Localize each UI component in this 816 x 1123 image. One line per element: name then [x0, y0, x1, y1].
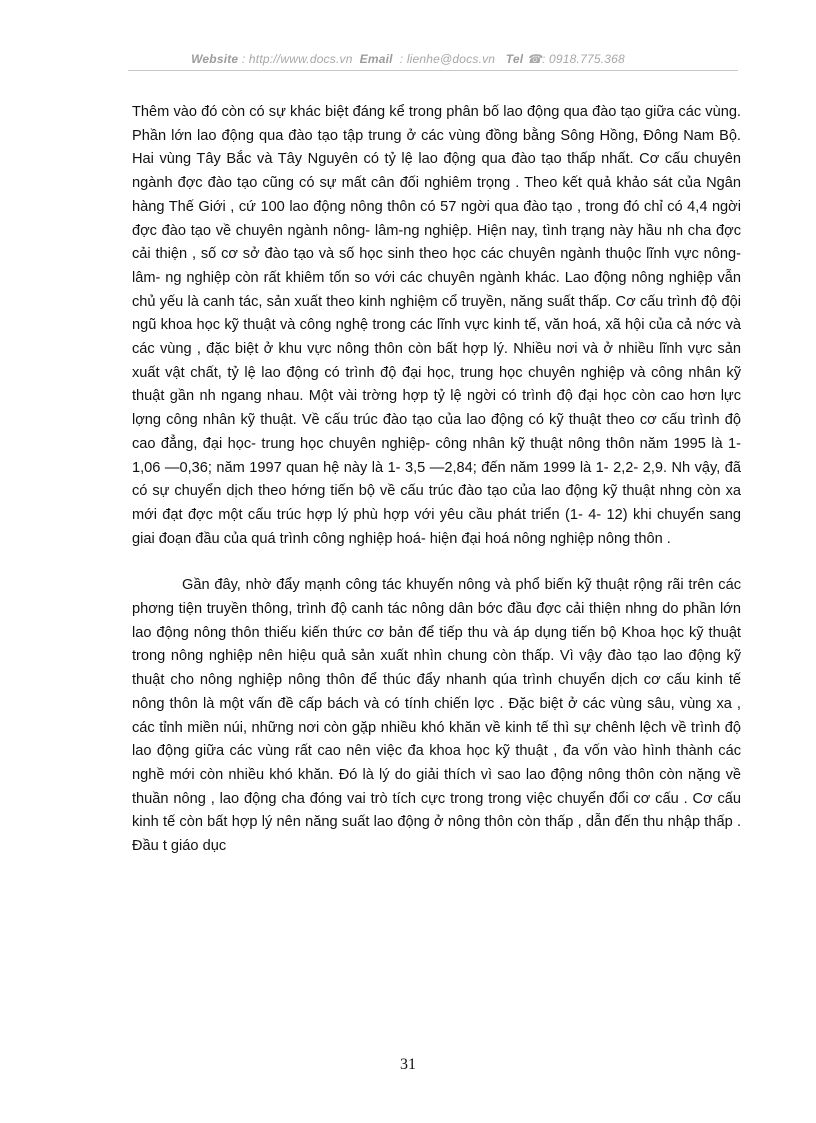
- header-divider: [128, 70, 738, 71]
- website-value: : http://www.docs.vn: [241, 52, 353, 66]
- document-body: [132, 101, 741, 859]
- tel-value: ☎: 0918.775.368: [526, 52, 625, 66]
- page-number: 31: [400, 1056, 416, 1073]
- email-label: Email: [359, 52, 393, 66]
- tel-label: Tel: [505, 52, 524, 66]
- website-label: Website: [191, 52, 239, 66]
- paragraph-2: Gần đây, nhờ đẩy mạnh công tác khuyến nông và phổ biến kỹ thuật rộng rãi trên các phơng tiện truyền thông, trình độ canh tác nông dân bớc đầu đợc cải thiện nhng do phần lớn lao động nông thôn thiếu kiến thức cơ bản để tiếp thu và áp dụng tiến bộ Khoa học kỹ thuật trong nông nghiệp nên hiệu quả sản xuất nhìn chung còn thấp. Vì vậy đào tạo lao động kỹ thuật cho nông nghiệp nông thôn để thúc đẩy nhanh qúa trình chuyển dịch cơ cấu kinh tế nông thôn là một vấn đề cấp bách và có tính chiến lợc . Đặc biệt ở các vùng sâu, vùng xa , các tỉnh miền núi, những nơi còn gặp nhiều khó khăn về kinh tế thì sự chênh lệch về trình độ lao động giữa các vùng rất cao nên việc đa khoa học kỹ thuật , đa vốn vào hình thành các nghề mới còn nhiều khó khăn. Đó là lý do giải thích vì sao lao động nông thôn còn nặng về thuần nông , lao động cha đóng vai trò tích cực trong trong việc chuyển đổi cơ cấu . Cơ cấu kinh tế còn bất hợp lý nên năng suất lao động ở nông thôn còn thấp , dẫn đến thu nhập thấp . Đầu t giáo dục: [132, 577, 741, 855]
- paragraph-1: Thêm vào đó còn có sự khác biệt đáng kể trong phân bố lao động qua đào tạo giữa các vùng. Phần lớn lao động qua đào tạo tập trung ở các vùng đồng bằng Sông Hồng, Đông Nam Bộ. Hai vùng Tây Bắc và Tây Nguyên có tỷ lệ lao động qua đào tạo thấp nhất. Cơ cấu chuyên ngành đợc đào tạo cũng có sự mất cân đối nghiêm trọng . Theo kết quả khảo sát của Ngân hàng Thế Giới , cứ 100 lao động nông thôn có 57 ngời qua đào tạo , trong đó chỉ có 4,4 ngời đợc đào tạo về chuyên ngành nông- lâm-ng nghiệp. Hiện nay, tình trạng này hầu nh cha đợc cải thiện , số cơ sở đào tạo và số học sinh theo học các chuyên ngành thuộc lĩnh vực nông- lâm- ng nghiệp còn rất khiêm tốn so với các chuyên ngành khác. Lao động nông nghiệp vẫn chủ yếu là canh tác, sản xuất theo kinh nghiệm cổ truyền, năng suất thấp. Cơ cấu trình độ đội ngũ khoa học kỹ thuật và công nghệ trong các lĩnh vực kinh tế, văn hoá, xã hội của cả nớc và các vùng , đặc biệt ở khu vực nông thôn còn bất hợp lý. Nhiều nơi và ở nhiều lĩnh vực sản xuất vật chất, tỷ lệ lao động có trình độ đại học, trung học chuyên nghiệp và công nhân kỹ thuật gần nh ngang nhau. Một vài trờng hợp tỷ lệ ngời có trình độ đại học còn cao hơn lực lợng công nhân kỹ thuật. Về cấu trúc đào tạo của lao động có kỹ thuật theo cơ cấu trình độ cao đẳng, đại học- trung học chuyên nghiệp- công nhân kỹ thuật nông thôn năm 1995 là 1- 1,06 —0,36; năm 1997 quan hệ này là 1- 3,5 —2,84; đến năm 1999 là 1- 2,2- 2,9. Nh vậy, đã có sự chuyển dịch theo hớng tiến bộ về cấu trúc đào tạo của lao động kỹ thuật nhng còn xa mới đạt đợc một cấu trúc hợp lý phù hợp với yêu cầu phát triển (1- 4- 12) khi chuyển sang giai đoạn đầu của quá trình công nghiệp hoá- hiện đại hoá nông nghiệp nông thôn .: [132, 104, 741, 547]
- page-header: [0, 52, 816, 66]
- email-value: : lienhe@docs.vn: [399, 52, 496, 66]
